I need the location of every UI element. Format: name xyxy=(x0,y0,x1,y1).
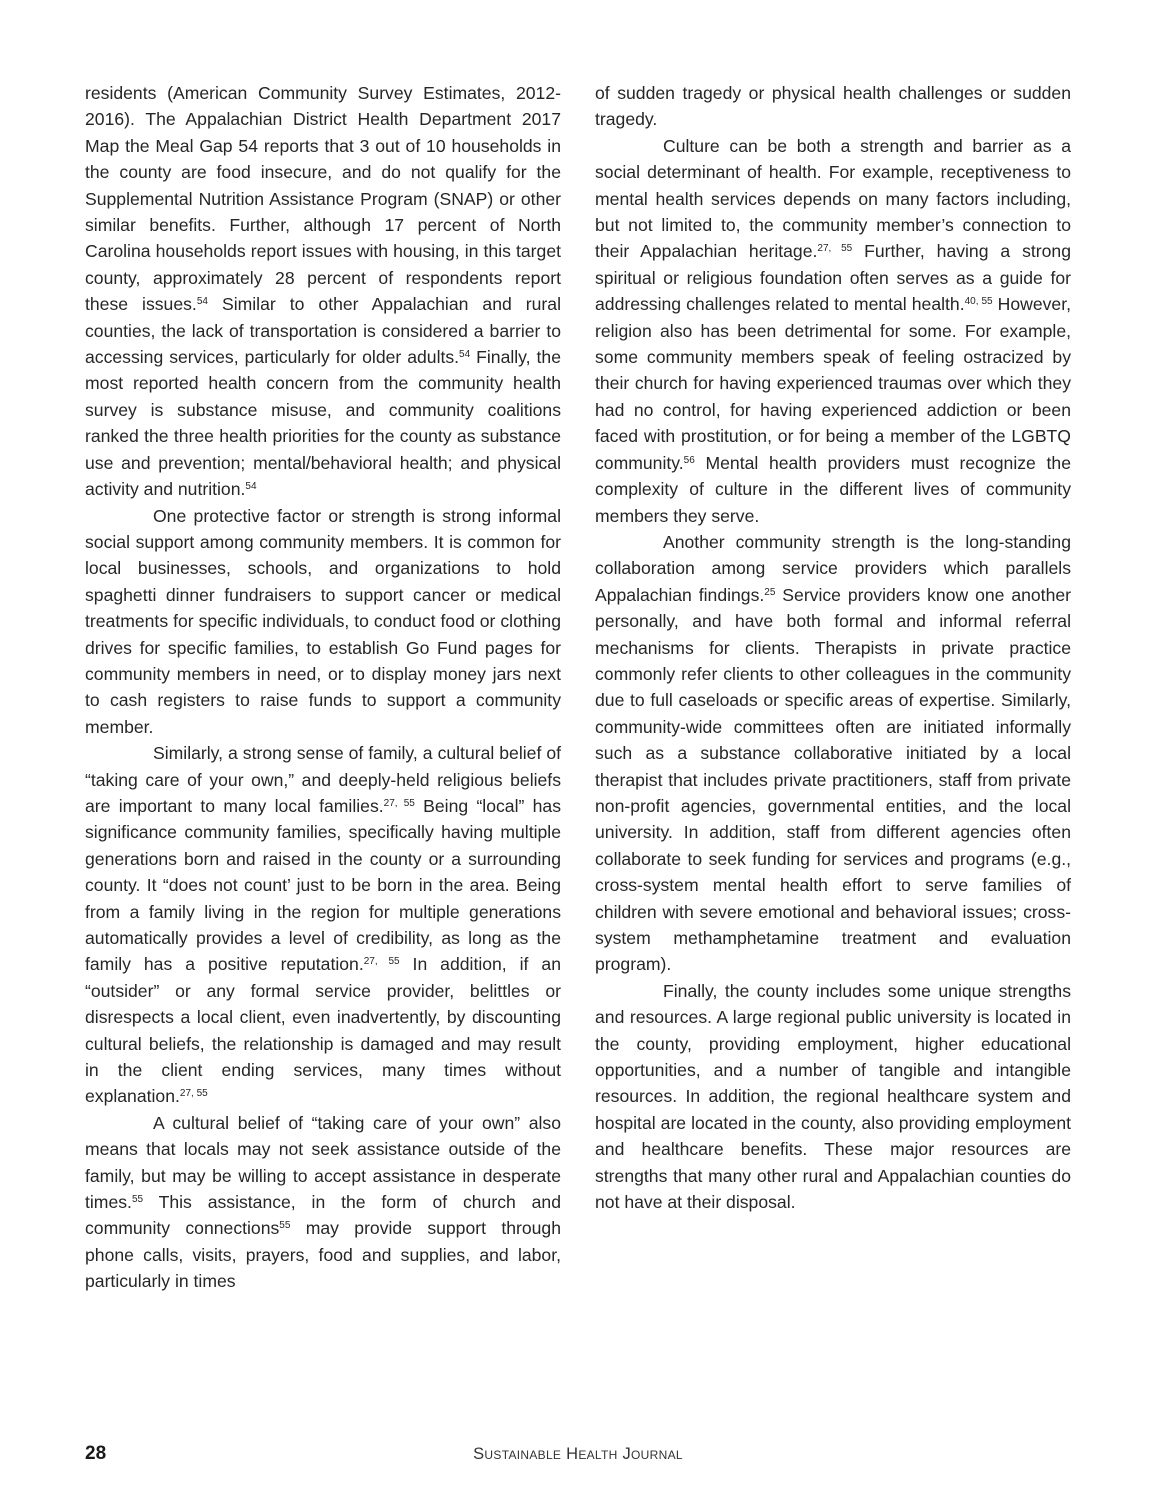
paragraph-text: Similar to other Appalachian and rural counties, the lack of transportation is considered a barrier to accessing services, particularly for older adults. xyxy=(85,294,561,368)
paragraph-text: In addition, if an “outsider” or any formal service provider, belittles or disrespects a local client, even inadvertently, by discounting cultural beliefs, the relationship is damaged and may result in the client ending services, many times without explanation. xyxy=(85,954,561,1107)
paragraph xyxy=(85,1110,561,1295)
paragraph-text: This assistance, in the form of church and community connections xyxy=(85,1192,561,1239)
paragraph-text: Similarly, a strong sense of family, a cultural belief of “taking care of your own,” and deeply-held religious beliefs are important to many local families. xyxy=(85,743,561,816)
paragraph xyxy=(595,529,1071,978)
citation: 54 xyxy=(196,296,208,308)
citation: 40, 55 xyxy=(964,296,993,308)
page-number: 28 xyxy=(85,1443,107,1464)
paragraph-text: Being “local” has significance community families, specifically having multiple generations born and raised in the county or a surrounding county. It “does not count’ just to be born in the area. Being from a family living in the region for multiple generations automatically provides a level of credibility, as long as the family has a positive reputation. xyxy=(85,795,561,975)
citation: 27, 55 xyxy=(383,797,415,809)
citation: 27, 55 xyxy=(179,1088,208,1100)
paragraph xyxy=(85,740,561,1110)
paragraph xyxy=(85,503,561,741)
paragraph-text: Culture can be both a strength and barrier as a social determinant of health. For example, receptiveness to mental health services depends on many factors including, but not limited to, the community member’s connection to their Appalachian heritage. xyxy=(595,135,1071,262)
paragraph-text: A cultural belief of “taking care of your own” also means that locals may not seek assistance outside of the family, but may be willing to accept assistance in desperate times. xyxy=(85,1112,561,1213)
journal-title: Sustainable Health Journal xyxy=(473,1445,683,1463)
paragraph xyxy=(595,80,1071,133)
left-column xyxy=(85,80,561,1295)
paragraph-text: Mental health providers must recognize the complexity of culture in the different lives of community members they serve. xyxy=(595,452,1071,526)
paragraph xyxy=(595,978,1071,1216)
citation: 55 xyxy=(131,1194,144,1206)
citation: 27, 55 xyxy=(363,956,400,968)
right-column xyxy=(595,80,1071,1215)
citation: 27, 55 xyxy=(817,243,853,255)
paragraph-text: may provide support through phone calls, visits, prayers, food and supplies, and labor, particularly in times xyxy=(85,1218,561,1292)
paragraph-text: Finally, the county includes some unique strengths and resources. A large regional public university is located in the county, providing employment, higher educational opportunities, and a number of tangible and intangible resources. In addition, the regional healthcare system and hospital are located in the county, also providing employment and healthcare benefits. These major resources are strengths that many other rural and Appalachian counties do not have at their disposal. xyxy=(595,980,1071,1213)
paragraph-text: However, religion also has been detrimental for some. For example, some community members speak of feeling ostracized by their church for having experienced traumas over which they had no control, for having experienced addiction or been faced with prostitution, or for being a member of the LGBTQ community. xyxy=(595,294,1071,473)
paragraph-text: Another community strength is the long-standing collaboration among service providers which parallels Appalachian findings. xyxy=(595,531,1071,605)
page-footer xyxy=(85,1443,1071,1467)
paragraph-text: residents (American Community Survey Estimates, 2012-2016). The Appalachian District Health Department 2017 Map the Meal Gap 54 reports that 3 out of 10 households in the county are food insecure, and do not qualify for the Supplemental Nutrition Assistance Program (SNAP) or other similar benefits. Further, although 17 percent of North Carolina households report issues with housing, in this target county, approximately 28 percent of respondents report these issues. xyxy=(85,83,561,315)
citation: 55 xyxy=(279,1220,291,1232)
paragraph-text: of sudden tragedy or physical health challenges or sudden tragedy. xyxy=(595,83,1071,130)
paragraph xyxy=(595,133,1071,529)
paragraph-text: Further, having a strong spiritual or religious foundation often serves as a guide for addressing challenges related to mental health. xyxy=(595,241,1071,315)
paragraph-text: One protective factor or strength is strong informal social support among community members. It is common for local businesses, schools, and organizations to hold spaghetti dinner fundraisers to support cancer or medical treatments for specific individuals, to conduct food or clothing drives for specific families, to establish Go Fund pages for community members in need, or to display money jars next to cash registers to raise funds to support a community member. xyxy=(85,505,561,737)
paragraph xyxy=(85,80,561,503)
paragraph-text: Finally, the most reported health concern from the community health survey is substance misuse, and community coalitions ranked the three health priorities for the county as substance use and prevention; mental/behavioral health; and physical activity and nutrition. xyxy=(85,347,561,500)
citation: 54 xyxy=(459,349,471,361)
citation: 54 xyxy=(245,481,257,493)
paragraph-text: Service providers know one another personally, and have both formal and informal referral mechanisms for clients. Therapists in private practice commonly refer clients to other colleagues in the community due to full caseloads or specific areas of expertise. Similarly, community-wide committees often are initiated informally such as a substance collaborative initiated by a local therapist that includes private practitioners, staff from private non-profit agencies, governmental entities, and the local university. In addition, staff from different agencies often collaborate to seek funding for services and programs (e.g., cross-system mental health effort to serve families of children with severe emotional and behavioral issues; cross-system methamphetamine treatment and evaluation program). xyxy=(595,584,1071,975)
citation: 56 xyxy=(683,454,695,466)
citation: 25 xyxy=(764,586,776,598)
